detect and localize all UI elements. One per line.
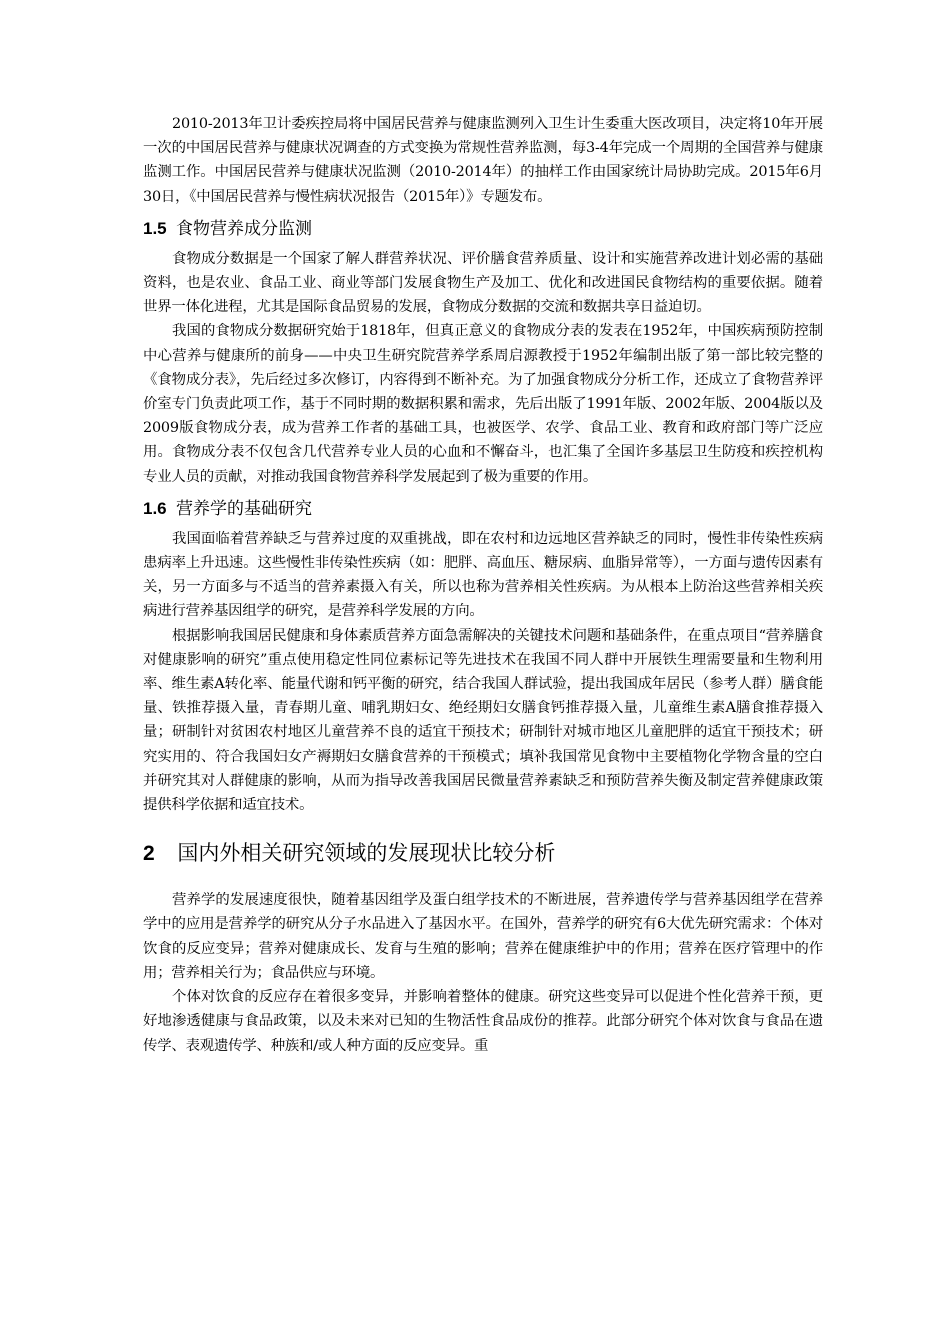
paragraph: 营养学的发展速度很快，随着基因组学及蛋白组学技术的不断进展，营养遗传学与营养基因组学在营养学中的应用是营养学的研究从分子水品进入了基因水平。在国外，营养学的研究有6大优先研究需求：个体对饮食的反应变异；营养对健康成长、发育与生殖的影响；营养在健康维护中的作用；营养在医疗管理中的作用；营养相关行为；食品供应与环境。 [143,892,823,981]
paragraph: 食物成分数据是一个国家了解人群营养状况、评价膳食营养质量、设计和实施营养改进计划必需的基础资料，也是农业、食品工业、商业等部门发展食物生产及加工、优化和改进国民食物结构的重要依据。随着世界一体化进程，尤其是国际食品贸易的发展，食物成分数据的交流和数据共享日益迫切。 [143,250,823,316]
section-number: 1.5 [143,218,167,238]
paragraph: 个体对饮食的反应存在着很多变异，并影响着整体的健康。研究这些变异可以促进个性化营养干预，更好地渗透健康与食品政策，以及未来对已知的生物活性食品成份的推荐。此部分研究个体对饮食与食品在遗传学、表观遗传学、种族和/或人种方面的反应变异。重 [143,989,823,1054]
chapter-number: 2 [143,842,155,866]
paragraph: 我国的食物成分数据研究始于1818年，但真正意义的食物成分表的发表在1952年，中国疾病预防控制中心营养与健康所的前身——中央卫生研究院营养学系周启源教授于1952年编制出版了第一部比较完整的《食物成分表》，先后经过多次修订，内容得到不断补充。为了加强食物成分分析工作，还成立了食物营养评价室专门负责此项工作，基于不同时期的数据积累和需求，先后出版了1991年版、2002年版、2004版以及2009版食物成分表，成为营养工作者的基础工具，也被医学、农学、食品工业、教育和政府部门等广泛应用。食物成分表不仅包含几代营养专业人员的心血和不懈奋斗，也汇集了全国许多基层卫生防疫和疾控机构专业人员的贡献，对推动我国食物营养科学发展起到了极为重要的作用。 [143,323,823,485]
paragraph: 根据影响我国居民健康和身体素质营养方面急需解决的关键技术问题和基础条件，在重点项目“营养膳食对健康影响的研究”重点使用稳定性同位素标记等先进技术在我国不同人群中开展铁生理需要量和生物利用率、维生素A转化率、能量代谢和钙平衡的研究，结合我国人群试验，提出我国成年居民（参考人群）膳食能量、铁推荐摄入量，青春期儿童、哺乳期妇女、绝经期妇女膳食钙推荐摄入量，儿童维生素A膳食推荐摄入量；研制针对贫困农村地区儿童营养不良的适宜干预技术；研制针对城市地区儿童肥胖的适宜干预技术；研究实用的、符合我国妇女产褥期妇女膳食营养的干预模式；填补我国常见食物中主要植物化学物含量的空白并研究其对人群健康的影响，从而为指导改善我国居民微量营养素缺乏和预防营养失衡及制定营养健康政策提供科学依据和适宜技术。 [143,627,823,814]
intro-paragraph: 2010-2013年卫计委疾控局将中国居民营养与健康监测列入卫生计生委重大医改项目，决定将10年开展一次的中国居民营养与健康状况调查的方式变换为常规性营养监测，每3-4年完成一个周期的全国营养与健康监测工作。中国居民营养与健康状况监测（2010-2014年）的抽样工作由国家统计局协助完成。2015年6月30日，《中国居民营养与慢性病状况报告（2015年）》专题发布。 [143,116,823,205]
chapter-title: 国内外相关研究领域的发展现状比较分析 [177,841,556,866]
paragraph: 我国面临着营养缺乏与营养过度的双重挑战，即在农村和边远地区营养缺乏的同时，慢性非传染性疾病患病率上升迅速。这些慢性非传染性疾病（如：肥胖、高血压、糖尿病、血脂异常等），一方面与遗传因素有关，另一方面多与不适当的营养素摄入有关，所以也称为营养相关性疾病。为从根本上防治这些营养相关疾病进行营养基因组学的研究，是营养科学发展的方向。 [143,530,823,620]
section-title: 食物营养成分监测 [176,218,313,239]
section-title: 营养学的基础研究 [176,498,313,519]
section-heading-1-5 [143,213,823,245]
section-heading-1-6 [143,493,823,525]
chapter-heading-2 [143,837,823,870]
section-number: 1.6 [143,498,167,518]
document-page [143,112,823,1058]
